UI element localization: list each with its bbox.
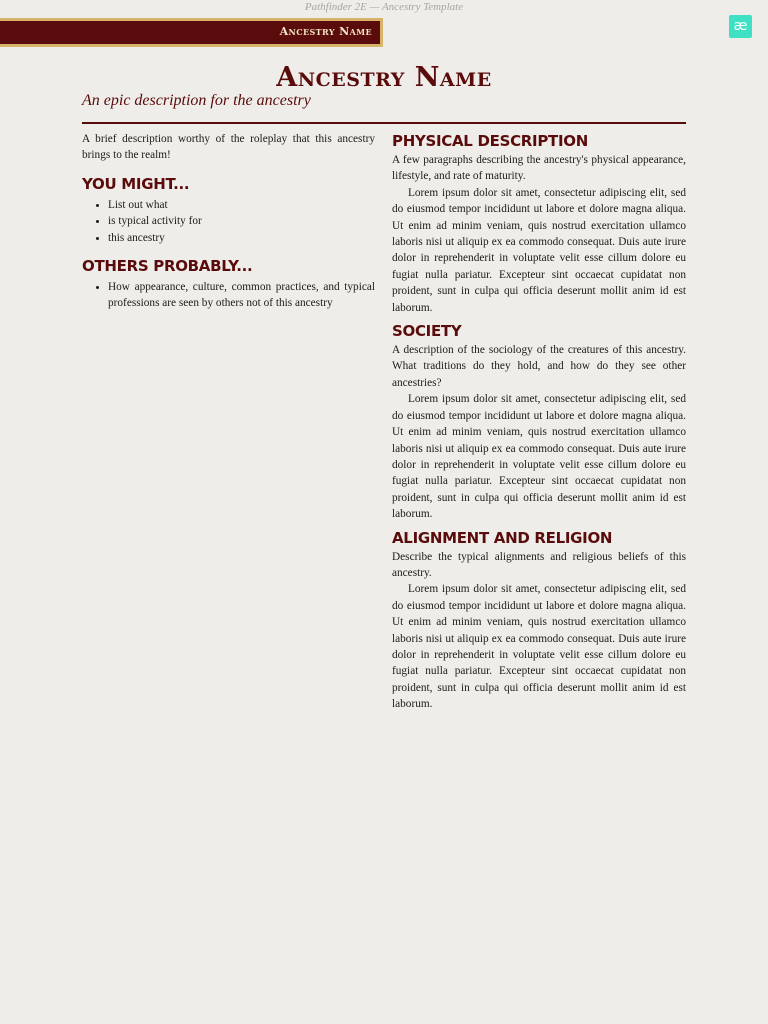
physical-description-paragraph: A few paragraphs describing the ancestry's physical appearance, lifestyle, and rate of maturity. <box>392 154 686 183</box>
list-item: • is typical activity for <box>108 213 375 229</box>
you-might-list <box>82 197 375 246</box>
list-item: • this ancestry <box>108 230 375 246</box>
alignment-religion-body: Lorem ipsum dolor sit amet, consectetur adipiscing elit, sed do eiusmod tempor incididunt ut labore et dolore magna aliqua. Ut enim ad minim veniam, quis nostrud exercitation ullamco laboris nisi ut aliquip ex ea commodo consequat. Duis aute irure dolor in reprehenderit in voluptate velit esse cillum dolore eu fugiat nulla pariatur. Excepteur sint occaecat cupidatat non proident, sunt in culpa qui officia deserunt mollit anim id est laborum. <box>392 583 686 711</box>
section-tab <box>0 18 383 47</box>
intro-paragraph: A brief description worthy of the roleplay that this ancestry brings to the realm! <box>82 133 375 162</box>
society-body: Lorem ipsum dolor sit amet, consectetur adipiscing elit, sed do eiusmod tempor incididunt ut labore et dolore magna aliqua. Ut enim ad minim veniam, quis nostrud exercitation ullamco laboris nisi ut aliquip ex ea commodo consequat. Duis aute irure dolor in reprehenderit in voluptate velit esse cillum dolore eu fugiat nulla pariatur. Excepteur sint occaecat cupidatat non proident, sunt in culpa qui officia deserunt mollit anim id est laborum. <box>392 393 686 521</box>
section-tab-label: Ancestry Name <box>279 25 372 38</box>
you-might-heading: YOU MIGHT... <box>82 174 190 193</box>
title-divider <box>82 122 686 124</box>
brand-logo-icon[interactable]: æ <box>729 15 752 38</box>
left-column <box>82 131 375 312</box>
page-subtitle: An epic description for the ancestry <box>82 92 311 109</box>
page-title: Ancestry Name <box>276 62 492 93</box>
running-head: Pathfinder 2E — Ancestry Template <box>304 1 464 13</box>
alignment-religion-heading: ALIGNMENT AND RELIGION <box>392 528 613 547</box>
society-paragraph: A description of the sociology of the creatures of this ancestry. What traditions do they hold, and how do they see other ancestries? <box>392 344 686 389</box>
alignment-religion-paragraph: Describe the typical alignments and religious beliefs of this ancestry. <box>392 550 686 579</box>
list-item: • List out what <box>108 197 375 213</box>
physical-description-body: Lorem ipsum dolor sit amet, consectetur adipiscing elit, sed do eiusmod tempor incididunt ut labore et dolore magna aliqua. Ut enim ad minim veniam, quis nostrud exercitation ullamco laboris nisi ut aliquip ex ea commodo consequat. Duis aute irure dolor in reprehenderit in voluptate velit esse cillum dolore eu fugiat nulla pariatur. Excepteur sint occaecat cupidatat non proident, sunt in culpa qui officia deserunt mollit anim id est laborum. <box>392 186 686 314</box>
others-probably-heading: OTHERS PROBABLY... <box>82 257 253 276</box>
right-column <box>392 131 686 713</box>
others-probably-list <box>82 279 375 312</box>
physical-description-heading: PHYSICAL DESCRIPTION <box>392 132 588 150</box>
society-heading: SOCIETY <box>392 322 462 341</box>
list-item: • How appearance, culture, common practices, and typical professions are seen by others not of this ancestry <box>108 279 375 312</box>
